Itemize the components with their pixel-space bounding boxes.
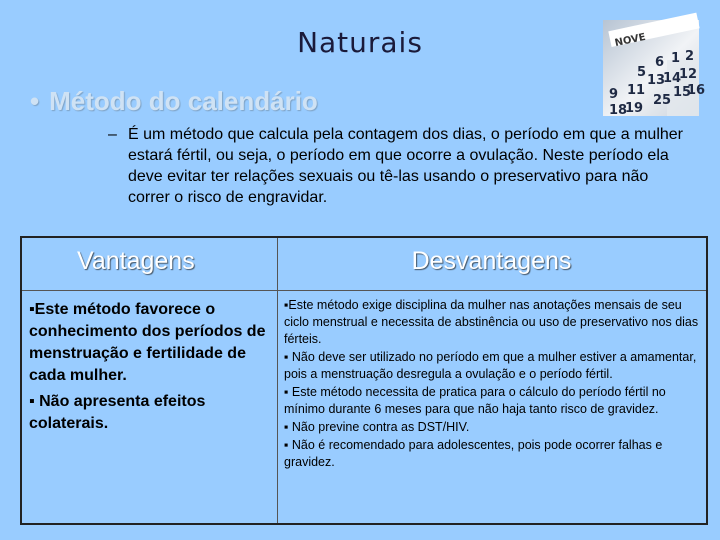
disadvantage-item: ▪ Este método necessita de pratica para o cálculo do período fértil no mínimo durante 6 meses para que não haja tanto risco de gravidez. [284,385,666,416]
disadvantage-item: ▪ Não é recomendado para adolescentes, pois pode ocorrer falhas e gravidez. [284,438,663,469]
calendar-day-number: 6 [655,55,665,70]
method-heading-text: Método do calendário [49,86,318,116]
calendar-day-number: 25 [653,93,672,108]
slide-title: Naturais [297,26,423,59]
advantages-header: Vantagens [22,238,277,291]
advantage-item: ▪Este método favorece o conhecimento dos períodos de menstruação e fertilidade de cada mulher. [29,301,266,384]
calendar-image [603,20,706,118]
advantages-list [29,299,274,435]
bullet-marker: • [30,86,40,116]
disadvantage-item: ▪Este método exige disciplina da mulher nas anotações mensais de seu ciclo menstrual e necessita de abstinência ou uso de preservativo nos dias férteis. [284,298,699,346]
calendar-day-number: 14 [663,71,682,86]
calendar-day-number: 15 [673,85,692,100]
calendar-day-number: 2 [685,49,695,64]
calendar-illustration [603,20,706,118]
calendar-day-number: 16 [687,83,706,98]
dash-marker: – [108,126,117,143]
disadvantage-item: ▪ Não deve ser utilizado no período em que a mulher estiver a amamentar, pois a menstruação desregula a ovulação e o período fértil. [284,350,697,381]
pros-cons-table [20,236,708,525]
calendar-day-number: 13 [647,73,666,88]
calendar-month-label: NOVE [613,31,647,50]
column-divider [277,238,278,523]
calendar-day-number: 1 [671,51,681,66]
method-heading [30,86,318,117]
method-description-text: É um método que calcula pela contagem dos dias, o período em que a mulher estará fértil, ou seja, o período em que ocorre a ovulação. Neste período ela deve evitar ter relações sexuais ou tê-las usando o preservativo para não correr o risco de engravidar. [128,126,683,206]
advantage-item: ▪ Não apresenta efeitos colaterais. [29,393,206,432]
calendar-day-number: 5 [637,65,647,80]
calendar-day-number: 12 [679,67,698,82]
calendar-day-number: 19 [625,101,644,116]
method-description [108,124,694,208]
disadvantages-header: Desvantagens [277,238,706,291]
calendar-day-number: 11 [627,83,646,98]
disadvantages-list [284,297,702,471]
calendar-day-number: 18 [609,103,628,118]
calendar-day-number: 9 [609,87,619,102]
disadvantage-item: ▪ Não previne contra as DST/HIV. [284,420,470,434]
